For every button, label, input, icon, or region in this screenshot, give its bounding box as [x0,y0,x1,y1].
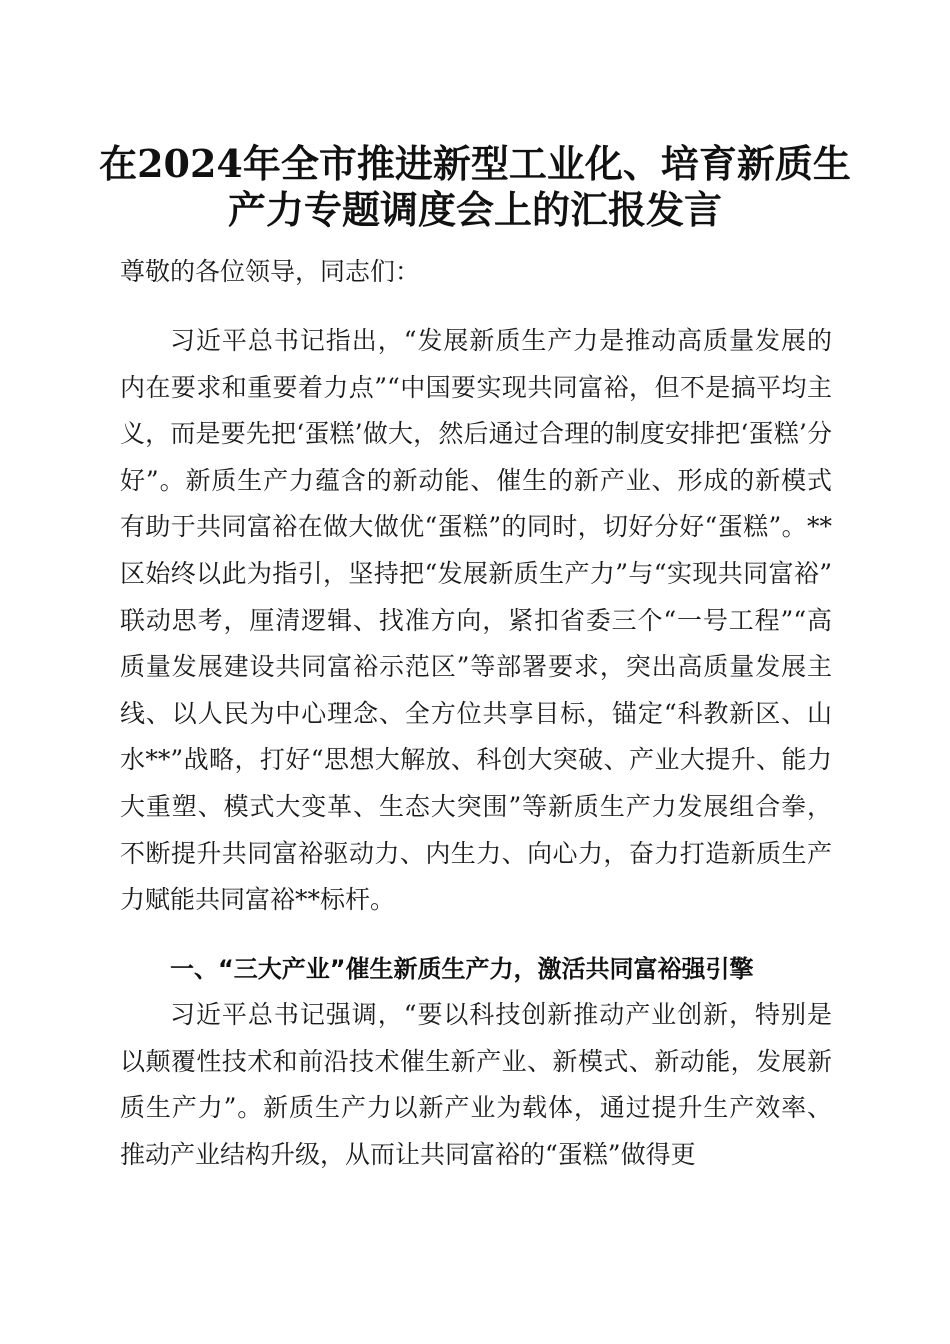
document-title-line-2: 产力专题调度会上的汇报发言 [227,187,722,232]
document-title-line-1: 在2024年全市推进新型工业化、培育新质生 [99,141,851,186]
paragraph-section-1: 习近平总书记强调，“要以科技创新推动产业创新，特别是以颠覆性技术和前沿技术催生新产业、新模式、新动能，发展新质生产力”。新质生产力以新产业为载体，通过提升生产效率、推动产业结构升级，从而让共同富裕的“蛋糕”做得更 [120,1000,832,1169]
salutation: 尊敬的各位领导，同志们： [120,257,421,286]
paragraph-intro: 习近平总书记指出，“发展新质生产力是推动高质量发展的内在要求和重要着力点”“中国要实现共同富裕，但不是搞平均主义，而是要先把‘蛋糕’做大，然后通过合理的制度安排把‘蛋糕’分好”。新质生产力蕴含的新动能、催生的新产业、形成的新模式有助于共同富裕在做大做优“蛋糕”的同时，切好分好“蛋糕”。**区始终以此为指引，坚持把“发展新质生产力”与“实现共同富裕”联动思考，厘清逻辑、找准方向，紧扣省委三个“一号工程”“高质量发展建设共同富裕示范区”等部署要求，突出高质量发展主线、以人民为中心理念、全方位共享目标，锚定“科教新区、山水**”战略，打好“思想大解放、科创大突破、产业大提升、能力大重塑、模式大变革、生态大突围”等新质生产力发展组合拳，不断提升共同富裕驱动力、内生力、向心力，奋力打造新质生产力赋能共同富裕**标杆。 [120,326,832,915]
section-heading-1: 一、“三大产业”催生新质生产力，激活共同富裕强引擎 [170,955,754,983]
